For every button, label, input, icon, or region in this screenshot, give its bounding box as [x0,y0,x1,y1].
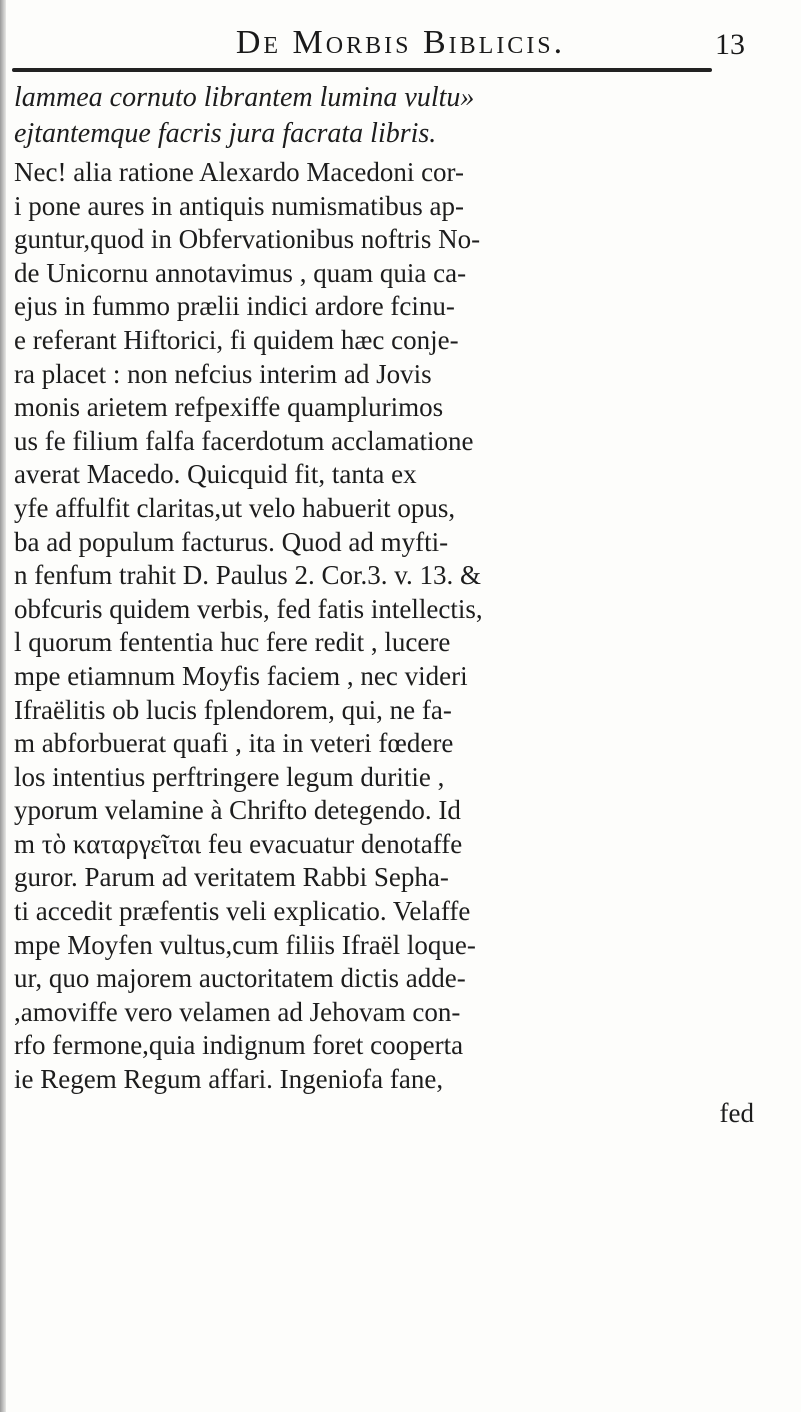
text-line: ejus in fummo prælii indici ardore fcinu- [14,291,455,322]
text-line: ba ad populum facturus. Quod ad myfti- [14,526,449,557]
text-line: guntur,quod in Obfervationibus noftris No- [14,224,481,255]
text-line: us fe filium falfa facerdotum acclamatione [14,425,474,456]
text-line: ie Regem Regum affari. Ingeniofa fane, [14,1064,444,1095]
text-line: l quorum fententia huc fere redit , lucere [14,627,451,658]
text-line: Nec! alia ratione Alexardo Macedoni cor- [14,157,464,187]
verse-line: ejtantemque facris jura facrata libris. [14,118,437,149]
text-line: yfe affulfit claritas,ut velo habuerit opus, [14,492,456,523]
page-header [0,14,801,64]
text-line: i pone aures in antiquis numismatibus ap- [14,190,464,221]
text-line: m τὸ καταργεῖται feu evacuatur denotaffe [14,828,463,859]
text-line: ,amoviffe vero velamen ad Jehovam con- [14,996,461,1027]
text-line: n fenfum trahit D. Paulus 2. Cor.3. v. 13. & [14,560,481,591]
text-line: rfo fermone,quia indignum foret cooperta [14,1030,464,1061]
header-rule [12,68,712,72]
verse-line: lammea cornuto librantem lumina vultu» [14,82,475,113]
body-text [14,80,784,1130]
text-line: obfcuris quidem verbis, fed fatis intellectis, [14,593,483,624]
text-line: e referant Hiftorici, fi quidem hæc conje- [14,324,459,355]
text-line: guror. Parum ad veritatem Rabbi Sepha- [14,862,449,893]
text-line: ur, quo majorem auctoritatem dictis adde- [14,963,466,994]
text-line: ra placet : non nefcius interim ad Jovis [14,358,432,389]
text-line: m abforbuerat quafi , ita in veteri fœdere [14,728,454,759]
text-line: mpe etiamnum Moyfis faciem , nec videri [14,660,468,691]
text-line: monis arietem refpexiffe quamplurimos [14,392,444,423]
running-head: De Morbis Biblicis. [235,24,566,61]
text-line: ti accedit præfentis veli explicatio. Velaffe [14,896,471,927]
text-line: yporum velamine à Chrifto detegendo. Id [14,795,461,826]
text-line: de Unicornu annotavimus , quam quia ca- [14,257,467,288]
binding-gutter [0,0,6,1412]
text-line: mpe Moyfen vultus,cum filiis Ifraël loque- [14,929,476,960]
text-line: averat Macedo. Quicquid fit, tanta ex [14,459,417,490]
text-line: los intentius perftringere legum duritie , [14,761,445,792]
page-number: 13 [715,28,745,61]
text-line: Ifraëlitis ob lucis fplendorem, qui, ne fa- [14,694,452,725]
catchword: fed [719,1097,754,1128]
